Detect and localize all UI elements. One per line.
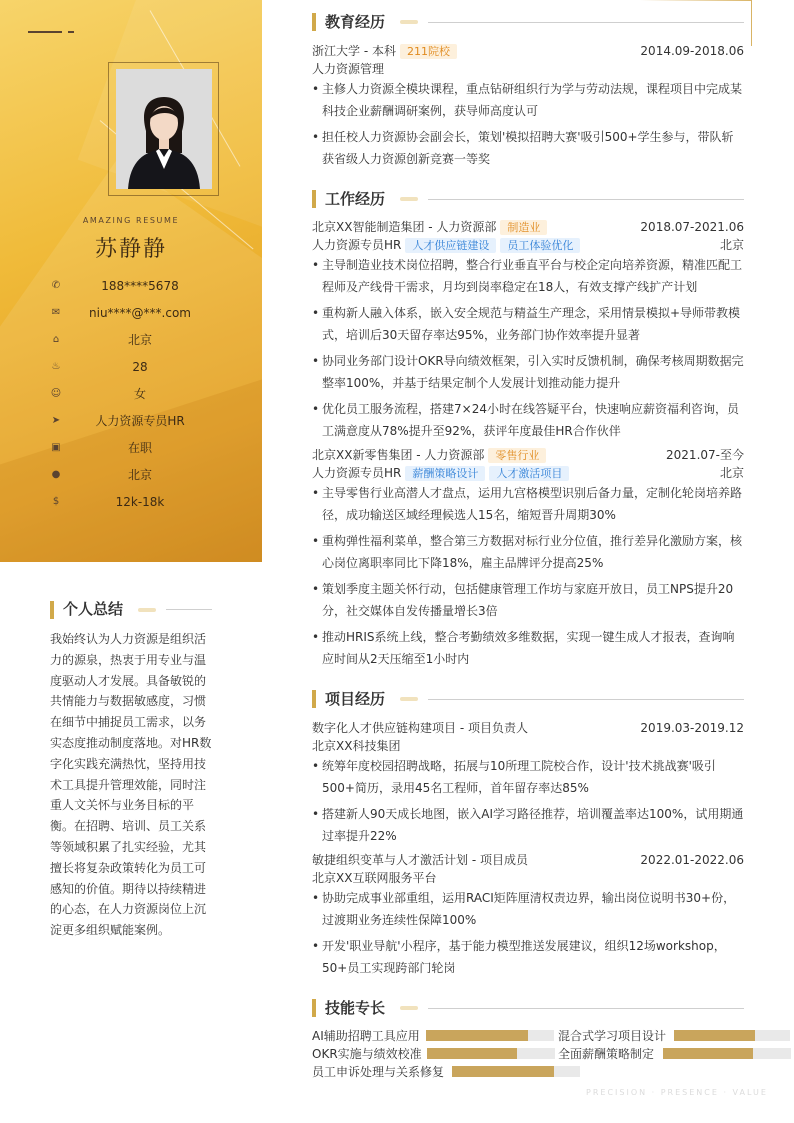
skill-tag: 员工体验优化 [500,238,580,253]
job-bullet: • 策划季度主题关怀行动，包括健康管理工作坊与家庭开放日，员工NPS提升20分，社交媒体自发传播量增长3倍 [312,578,744,622]
project-header [312,851,744,869]
info-location [0,466,262,486]
job-period: 2021.07-至今 [666,448,744,462]
corner-decoration [640,0,752,46]
company-name: 北京XX新零售集团 - 人力资源部 [312,448,485,462]
skill-level-fill [426,1030,528,1041]
project-org: 北京XX互联网服务平台 [312,871,437,885]
education-header [312,42,744,60]
decoration-bar [68,31,74,33]
education-period: 2014.09-2018.06 [640,44,744,58]
project-period: 2022.01-2022.06 [640,853,744,867]
section-rule [428,199,744,200]
skill-level-bar [674,1030,790,1041]
skill-label: 混合式学习项目设计 [558,1029,667,1043]
education-major-row [312,60,744,78]
skill-label: 全面薪酬策略制定 [558,1047,655,1061]
info-gender [0,385,262,405]
job-header [312,218,744,236]
section-rule [428,22,744,23]
info-status [0,439,262,459]
industry-tag: 零售行业 [488,448,546,463]
job-position-row [312,236,744,254]
education-title: 教育经历 [325,13,386,31]
info-text: 人力资源专员HR [95,414,185,428]
gender-icon: ☺ [50,388,62,399]
job-header [312,446,744,464]
home-icon: ⌂ [52,334,60,345]
info-phone [0,277,262,297]
skill-label: AI辅助招聘工具应用 [312,1029,420,1043]
education-bullet: • 担任校人力资源协会副会长，策划'模拟招聘大赛'吸引500+学生参与，带队斩获省级人力资源创新竞赛一等奖 [312,126,744,170]
project-org: 北京XX科技集团 [312,739,401,753]
phone-icon: ✆ [51,280,61,291]
section-accent-bar [50,601,54,619]
info-text: 在职 [127,441,152,455]
cake-icon: ♨ [51,361,61,372]
resume-tagline: AMAZING RESUME [82,216,180,225]
info-text: 北京 [127,468,152,482]
section-rule [166,609,212,610]
decoration-bar [28,31,62,33]
industry-tag: 制造业 [500,220,547,235]
job-bullet: • 协同业务部门设计OKR导向绩效框架，引入实时反馈机制，确保考核周期数据完整率100%，并基于结果定制个人发展计划推动能力提升 [312,350,744,394]
skill-tag: 薪酬策略设计 [405,466,485,481]
profile-sidebar [0,0,262,562]
project-bullet: • 搭建新人90天成长地图，嵌入AI学习路径推荐，培训覆盖率达100%，试用期通过率提升22% [312,803,744,847]
project-header [312,719,744,737]
section-pill [138,608,156,612]
section-pill [400,20,418,24]
info-text: 北京 [127,333,152,347]
skill-level-bar [663,1048,791,1059]
school-tag: 211院校 [400,44,457,59]
info-target-position [0,412,262,432]
job-bullet: • 优化员工服务流程，搭建7×24小时在线答疑平台，快速响应薪资福利咨询，员工满意度从78%提升至92%，获评年度最佳HR合作伙伴 [312,398,744,442]
summary-text: 我始终认为人力资源是组织活力的源泉，热衷于用专业与温度驱动人才发展。具备敏锐的共情能力与数据敏感度，习惯在细节中捕捉员工需求，以务实态度推动制度落地。对HR数字化实践充满热忱，坚持用技术工具提升管理效能，同时注重人文关怀与业务目标的平衡。在招聘、培训、员工关系等领域积累了扎实经验，尤其擅长将复杂政策转化为员工可感知的价值。期待以持续精进的心态，在人力资源岗位上沉淀更多组织赋能案例。 [50,632,212,938]
location-icon: ● [51,469,61,480]
section-accent-bar [312,13,316,31]
job-city: 北京 [719,466,744,480]
project-bullet: • 统筹年度校园招聘战略，拓展与10所理工院校合作，设计'技术挑战赛'吸引500+简历，录用45名工程师，首年留存率达85% [312,755,744,799]
info-email [0,304,262,324]
info-age [0,358,262,378]
skill-level-bar [427,1048,555,1059]
project-bullet: • 协助完成事业部重组，运用RACI矩阵厘清权责边界，输出岗位说明书30+份，过渡期业务连续性保障100% [312,887,744,931]
info-text: 28 [132,360,148,374]
section-pill [400,697,418,701]
skill-level-fill [427,1048,517,1059]
footer-tagline: PRECISION · PRESENCE · VALUE [586,1088,768,1097]
project-bullet: • 开发'职业导航'小程序，基于能力模型推送发展建议，组织12场workshop，50+员工实现跨部门轮岗 [312,935,744,979]
candidate-name: 苏静静 [94,237,167,262]
project-org-row [312,737,744,755]
info-salary [0,493,262,513]
job-period: 2018.07-2021.06 [640,220,744,234]
job-bullet: • 推动HRIS系统上线，整合考勤绩效多维数据，实现一键生成人才报表，查询响应时间从2天压缩至1小时内 [312,626,744,670]
skills-title: 技能专长 [325,999,386,1017]
section-rule [428,699,744,700]
info-text: 女 [133,387,146,401]
info-text: 12k-18k [115,495,165,509]
section-accent-bar [312,999,316,1017]
summary-title: 个人总结 [63,600,124,618]
education-bullet: • 主修人力资源全模块课程，重点钻研组织行为学与劳动法规，课程项目中完成某科技企业薪酬调研案例，获导师高度认可 [312,78,744,122]
skill-level-fill [674,1030,755,1041]
project-period: 2019.03-2019.12 [640,721,744,735]
projects-title: 项目经历 [325,690,386,708]
job-position-row [312,464,744,482]
skill-tag: 人才供应链建设 [405,238,496,253]
company-name: 北京XX智能制造集团 - 人力资源部 [312,220,497,234]
work-title: 工作经历 [325,190,386,208]
job-bullet: • 主导制造业技术岗位招聘，整合行业垂直平台与校企定向培养资源，精准匹配工程师及产线骨干需求，月均到岗率稳定在18人，有效支撑产线扩产计划 [312,254,744,298]
briefcase-icon: ▣ [51,442,61,453]
project-org-row [312,869,744,887]
skill-label: OKR实施与绩效校准 [312,1047,422,1061]
section-pill [400,1006,418,1010]
info-text: 188****5678 [101,279,179,293]
job-city: 北京 [719,238,744,252]
profile-photo [116,69,212,189]
section-pill [400,197,418,201]
job-bullet: • 重构新人融入体系，嵌入安全规范与精益生产理念，采用情景模拟+导师带教模式，培训后30天留存率达95%，业务部门协作效率提升显著 [312,302,744,346]
skill-level-bar [426,1030,554,1041]
school-name: 浙江大学 - 本科 [312,44,396,58]
send-icon: ➤ [51,415,61,426]
job-position: 人力资源专员HR [312,238,402,252]
project-name: 敏捷组织变革与人才激活计划 - 项目成员 [312,853,528,867]
major: 人力资源管理 [312,62,385,76]
skill-level-bar [452,1066,580,1077]
section-accent-bar [312,690,316,708]
section-accent-bar [312,190,316,208]
skill-level-fill [663,1048,753,1059]
job-position: 人力资源专员HR [312,466,402,480]
salary-icon: $ [52,496,60,507]
info-home [0,331,262,351]
project-name: 数字化人才供应链构建项目 - 项目负责人 [312,721,528,735]
mail-icon: ✉ [51,307,61,318]
job-bullet: • 重构弹性福利菜单，整合第三方数据对标行业分位值，推行差异化激励方案，核心岗位离职率同比下降18%，雇主品牌评分提高25% [312,530,744,574]
section-rule [428,1008,744,1009]
job-bullet: • 主导零售行业高潜人才盘点，运用九宫格模型识别后备力量，定制化轮岗培养路径，成功输送区域经理候选人15名，缩短晋升周期30% [312,482,744,526]
skill-level-fill [452,1066,554,1077]
info-text: niu****@***.com [89,306,191,320]
skill-label: 员工申诉处理与关系修复 [312,1065,445,1079]
skill-tag: 人才激活项目 [489,466,569,481]
